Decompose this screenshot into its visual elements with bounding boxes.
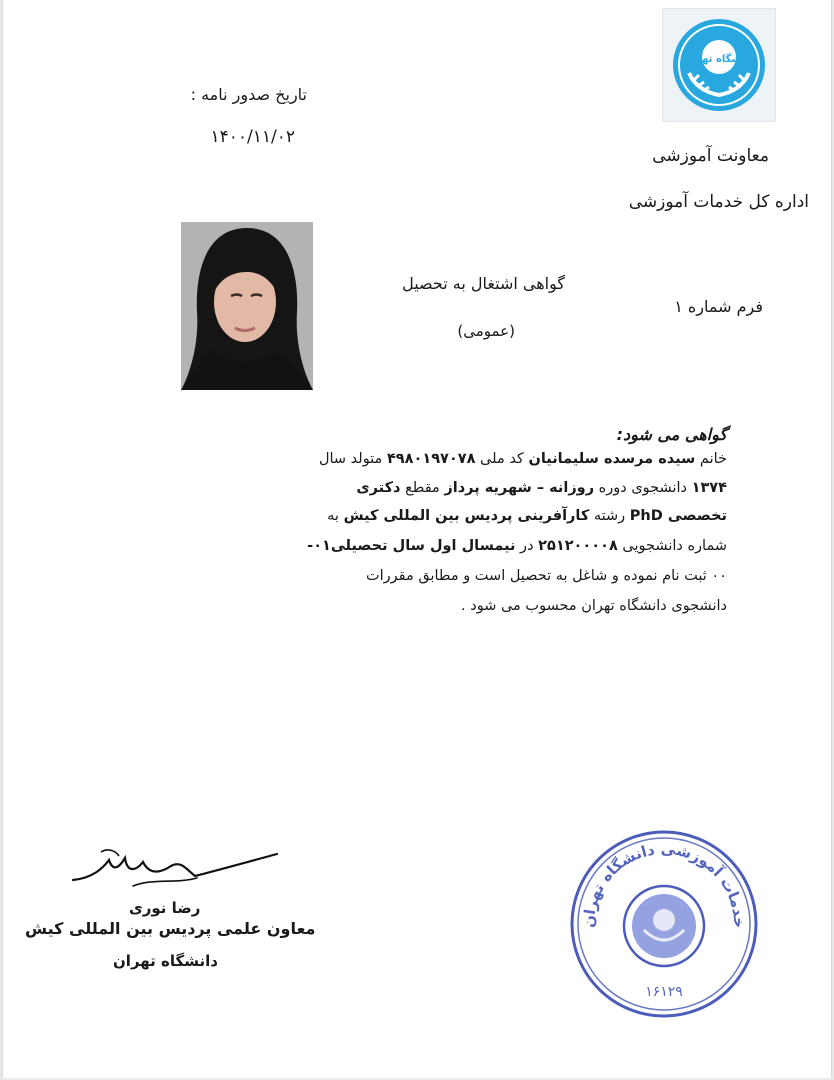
certificate-page (2, 0, 832, 1078)
body-line-5: ۰۰ ثبت نام نموده و شاغل به تحصیل است و مطابق مقررات (365, 568, 727, 584)
signer-role: معاون علمی پردیس بین المللی کیش (25, 919, 316, 938)
handwritten-signature-icon (63, 838, 293, 908)
issue-date-value: ۱۴۰۰/۱۱/۰۲ (210, 127, 295, 147)
body-line-2: ۱۳۷۴ دانشجوی دوره روزانه – شهریه پرداز مقطع دکتری (356, 480, 727, 496)
issue-date-label: تاریخ صدور نامه : (190, 85, 307, 104)
certificate-title: گواهی اشتغال به تحصیل (402, 274, 565, 293)
body-line-1: خانم سیده مرسده سلیمانیان کد ملی ۴۹۸۰۱۹۷۰۷۸ متولد سال (318, 451, 727, 467)
department-line-2: اداره کل خدمات آموزشی (628, 192, 809, 212)
stamp-number: ۱۶۱۲۹ (645, 984, 683, 1000)
body-line-6: دانشجوی دانشگاه تهران محسوب می شود . (461, 598, 727, 614)
student-photo-icon (181, 222, 313, 390)
official-stamp-icon (566, 826, 762, 1022)
form-number: فرم شماره ۱ (674, 297, 763, 316)
certificate-subtitle: (عمومی) (457, 322, 515, 340)
university-of-tehran-logo-icon (663, 9, 775, 121)
stamp-text: خدمات آموزشی دانشگاه تهران (579, 839, 749, 929)
body-line-4: شماره دانشجویی ۲۵۱۲۰۰۰۰۸ در نیمسال اول سال تحصیلی۰۱- (307, 538, 727, 554)
student-photo (181, 222, 313, 390)
logo-text: دانشگاه تهران (684, 54, 754, 65)
signer-organization: دانشگاه تهران (113, 952, 218, 970)
certification-heading: گواهی می شود: (616, 425, 727, 444)
department-line-1: معاونت آموزشی (652, 146, 769, 166)
signer-name: رضا نوری (129, 899, 201, 917)
body-line-3: تخصصی PhD رشته کارآفرینی پردیس بین المللی کیش به (327, 508, 727, 524)
university-logo (662, 8, 776, 122)
